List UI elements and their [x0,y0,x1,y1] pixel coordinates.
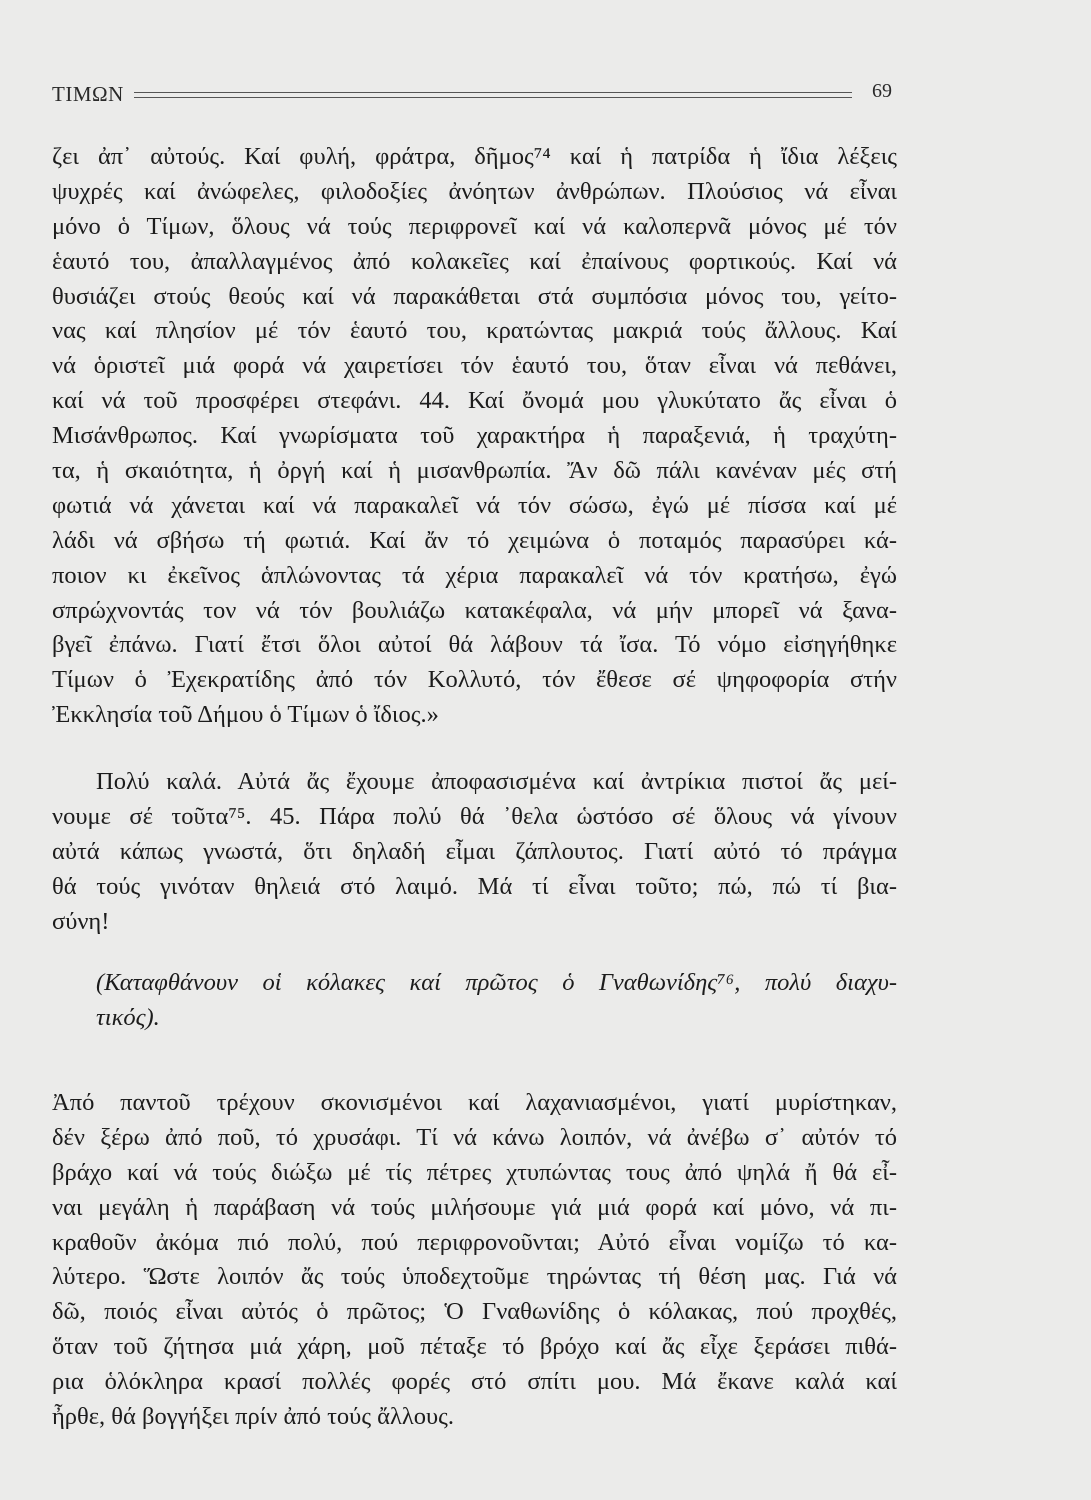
text-line: φωτιά νά χάνεται καί νά παρακαλεῖ νά τόν σώσω, ἐγώ μέ πίσσα καί μέ [52,491,897,519]
text-line: Ἐκκλησία τοῦ Δήμου ὁ Τίμων ὁ ἴδιος.» [52,701,439,729]
text-line: θά τούς γινόταν θηλειά στό λαιμό. Μά τί εἶναι τοῦτο; πώ, πώ τί βια- [52,872,897,900]
text-line: λάδι νά σβήσω τή φωτιά. Καί ἄν τό χειμώνα ὁ ποταμός παρασύρει κά- [52,526,897,554]
text-line: ψυχρές καί ἀνώφελες, φιλοδοξίες ἀνόητων ἀνθρώπων. Πλούσιος νά εἶναι [52,177,897,205]
text-line: δῶ, ποιός εἶναι αὐτός ὁ πρῶτος; Ὁ Γναθωνίδης ὁ κόλακας, πού προχθές, [52,1298,897,1326]
stage-direction [52,966,897,1036]
text-line: Μισάνθρωπος. Καί γνωρίσματα τοῦ χαρακτήρα ἡ παραξενιά, ἡ τραχύτη- [52,422,897,450]
text-line: βράχο καί νά τούς διώξω μέ τίς πέτρες χτυπώντας τους ἀπό ψηλά ἤ θά εἶ- [52,1158,897,1186]
text-line: νας καί πλησίον μέ τόν ἑαυτό του, κρατώντας μακριά τούς ἄλλους. Καί [52,317,897,345]
text-line: τικός). [96,1003,160,1031]
text-line: βγεῖ ἐπάνω. Γιατί ἔτσι ὅλοι αὐτοί θά λάβουν τά ἴσα. Τό νόμο εἰσηγήθηκε [52,631,897,659]
text-line: ἦρθε, θά βογγήξει πρίν ἀπό τούς ἄλλους. [52,1403,454,1431]
text-line: καί νά τοῦ προσφέρει στεφάνι. 44. Καί ὄνομά μου γλυκύτατο ἄς εἶναι ὁ [52,387,897,415]
text-line: τα, ἡ σκαιότητα, ἡ ὀργή καί ἡ μισανθρωπία. Ἄν δῶ πάλι κανέναν μές στή [52,457,897,485]
text-line: σπρώχνοντάς τον νά τόν βουλιάζω κατακέφαλα, νά μήν μπορεῖ νά ξανα- [52,596,897,624]
text-line: μόνο ὁ Τίμων, ὅλους νά τούς περιφρονεῖ καί νά καλοπερνᾶ μόνος μέ τόν [52,212,897,240]
text-line: λύτερο. Ὥστε λοιπόν ἄς τούς ὑποδεχτοῦμε τηρώντας τή θέση μας. Γιά νά [52,1263,897,1291]
paragraph-resolution [52,765,897,939]
text-line: (Καταφθάνουν οἱ κόλακες καί πρῶτος ὁ Γναθωνίδης⁷⁶, πολύ διαχυ- [96,969,897,996]
text-line: κραθοῦν ἀκόμα πιό πολύ, πού περιφρονοῦνται; Αὐτό εἶναι νομίζω τό κα- [52,1228,897,1256]
text-line: ἑαυτό του, ἀπαλλαγμένος ἀπό κολακεῖες καί ἐπαίνους φορτικούς. Καί νά [52,247,897,275]
text-line: ζει ἀπ᾽ αὐτούς. Καί φυλή, φράτρα, δῆμος⁷⁴ καί ἡ πατρίδα ἡ ἴδια λέξεις [52,143,897,170]
text-line: Πολύ καλά. Αὐτά ἄς ἔχουμε ἀποφασισμένα καί ἀντρίκια πιστοί ἄς μεί- [96,768,897,795]
running-head-title: ΤΙΜΩΝ [52,82,124,106]
text-line: ναι μεγάλη ἡ παράβαση νά τούς μιλήσουμε γιά μιά φορά καί μόνο, νά πι- [52,1193,897,1221]
text-line: ποιον κι ἐκεῖνος ἁπλώνοντας τά χέρια παρακαλεῖ νά τόν κρατήσω, ἐγώ [52,561,897,589]
text-line: θυσιάζει στούς θεούς καί νά παρακάθεται στά συμπόσια μόνος του, γείτο- [52,282,897,310]
text-line: νουμε σέ τοῦτα⁷⁵. 45. Πάρα πολύ θά ᾽θελα ὡστόσο σέ ὅλους νά γίνουν [52,802,897,830]
text-line: αὐτά κάπως γνωστά, ὅτι δηλαδή εἶμαι ζάπλουτος. Γιατί αὐτό τό πράγμα [52,837,897,865]
text-line: ὅταν τοῦ ζήτησα μιά χάρη, μοῦ πέταξε τό βρόχο καί ἄς εἶχε ξεράσει πιθά- [52,1333,897,1361]
text-line: νά ὁριστεῖ μιά φορά νά χαιρετίσει τόν ἑαυτό του, ὅταν εἶναι νά πεθάνει, [52,352,897,380]
text-line: ρια ὁλόκληρα κρασί πολλές φορές στό σπίτι μου. Μά ἔκανε καλά καί [52,1368,897,1396]
page-number: 69 [872,80,892,102]
running-head [52,78,892,108]
paragraph-flatterers [52,1086,897,1435]
text-line: σύνη! [52,907,110,935]
paragraph-decree [52,140,897,733]
running-head-rule [134,92,852,98]
text-line: Τίμων ὁ Ἐχεκρατίδης ἀπό τόν Κολλυτό, τόν ἔθεσε σέ ψηφοφορία στήν [52,666,897,694]
text-line: Ἀπό παντοῦ τρέχουν σκονισμένοι καί λαχανιασμένοι, γιατί μυρίστηκαν, [52,1089,897,1116]
text-line: δέν ξέρω ἀπό ποῦ, τό χρυσάφι. Τί νά κάνω λοιπόν, νά ἀνέβω σ᾽ αὐτόν τό [52,1123,897,1151]
